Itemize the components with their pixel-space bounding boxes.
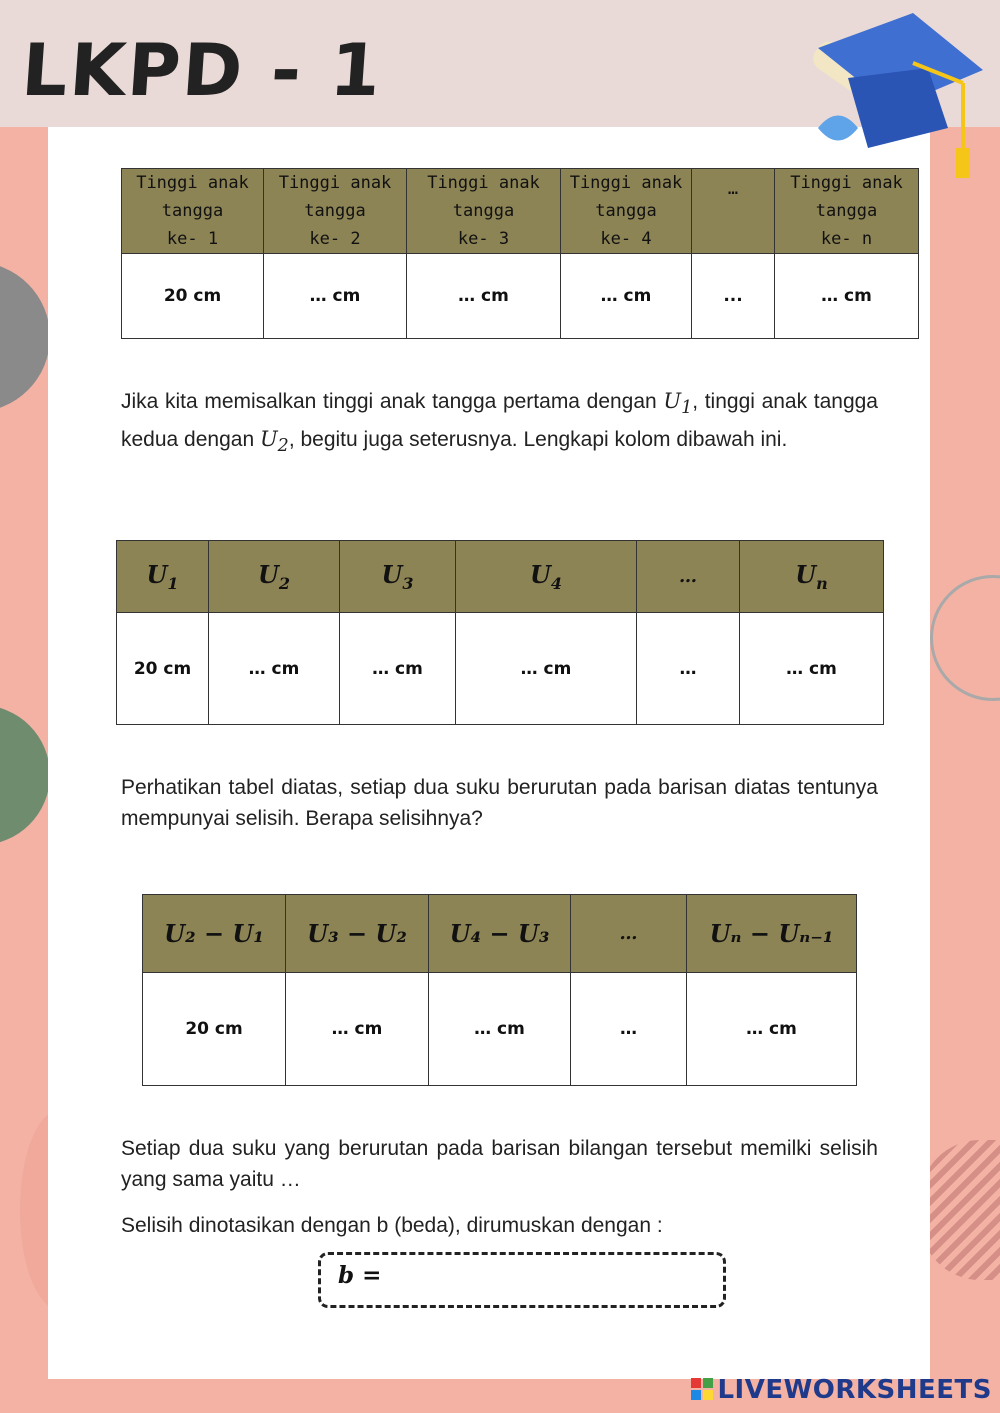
table-header-cell bbox=[561, 169, 692, 254]
table-value-cell: 20 cm bbox=[117, 613, 209, 725]
page-title: LKPD - 1 bbox=[19, 28, 386, 112]
math-term: … bbox=[619, 923, 638, 944]
math-var: $U_1$ bbox=[663, 389, 693, 419]
header-label: Tinggi anak tangga ke- 2 bbox=[278, 173, 392, 249]
math-var: $U_2$ bbox=[259, 427, 289, 457]
table-header-cell bbox=[209, 541, 340, 613]
text-segment: , begitu juga seterusnya. Lengkapi kolom dibawah ini. bbox=[288, 428, 788, 452]
math-term: Uₙ − Uₙ₋₁ bbox=[709, 919, 834, 948]
instruction-paragraph-3[interactable]: Setiap dua suku yang berurutan pada barisan bilangan tersebut memilki selisih yang sama yaitu … bbox=[121, 1137, 878, 1191]
table-header-cell bbox=[117, 541, 209, 613]
table-value-cell[interactable]: … cm bbox=[740, 613, 884, 725]
math-term: $U_1$ bbox=[146, 560, 179, 593]
table-header-cell bbox=[740, 541, 884, 613]
math-term: $U_n$ bbox=[795, 560, 828, 593]
table-header-cell bbox=[429, 895, 571, 973]
instruction-paragraph-1 bbox=[121, 386, 878, 462]
stair-height-table bbox=[121, 168, 919, 339]
table-value-cell: … bbox=[637, 613, 740, 725]
table-value-cell[interactable]: … cm bbox=[340, 613, 456, 725]
decorative-ring-right bbox=[930, 575, 1000, 701]
table-header-cell bbox=[775, 169, 919, 254]
table-header-cell bbox=[687, 895, 857, 973]
text-segment: , tinggi anak tangga kedua dengan bbox=[121, 390, 878, 452]
table-value-cell: 20 cm bbox=[122, 254, 264, 339]
text-segment: Jika kita memisalkan tinggi anak tangga pertama dengan bbox=[121, 390, 664, 413]
table-value-cell: 20 cm bbox=[143, 973, 286, 1086]
table-header-cell bbox=[407, 169, 561, 254]
decorative-circle-gray bbox=[0, 262, 50, 412]
table-value-cell[interactable]: … cm bbox=[561, 254, 692, 339]
header-label: Tinggi anak tangga ke- n bbox=[790, 173, 903, 249]
decorative-circle-green bbox=[0, 705, 50, 845]
table-header-cell bbox=[637, 541, 740, 613]
math-term: $U_4$ bbox=[529, 560, 563, 593]
table-value-cell[interactable]: … cm bbox=[407, 254, 561, 339]
table-header-cell bbox=[122, 169, 264, 254]
table-value-cell[interactable]: … cm bbox=[209, 613, 340, 725]
table-header-cell bbox=[286, 895, 429, 973]
liveworksheets-logo-icon bbox=[691, 1378, 713, 1400]
formula-label: b = bbox=[338, 1262, 382, 1289]
table-value-cell[interactable]: … cm bbox=[264, 254, 407, 339]
table-value-cell: ... bbox=[692, 254, 775, 339]
table-value-cell[interactable]: … cm bbox=[456, 613, 637, 725]
table-value-cell[interactable]: … cm bbox=[775, 254, 919, 339]
header-label: … bbox=[727, 179, 739, 199]
table-header-cell bbox=[456, 541, 637, 613]
math-term: U₃ − U₂ bbox=[307, 919, 407, 948]
header-label: Tinggi anak tangga ke- 4 bbox=[569, 173, 683, 249]
decorative-stripes-right bbox=[920, 1140, 1000, 1280]
liveworksheets-watermark: LIVEWORKSHEETS bbox=[691, 1375, 992, 1405]
table-value-cell[interactable]: … cm bbox=[429, 973, 571, 1086]
sequence-terms-table bbox=[116, 540, 884, 725]
math-term: … bbox=[679, 566, 697, 587]
graduation-cap-icon bbox=[808, 8, 988, 183]
difference-table bbox=[142, 894, 857, 1086]
header-label: Tinggi anak tangga ke- 3 bbox=[427, 173, 540, 249]
table-value-cell[interactable]: … cm bbox=[687, 973, 857, 1086]
header-label: Tinggi anak tangga ke- 1 bbox=[136, 173, 249, 249]
table-value-cell[interactable]: … cm bbox=[286, 973, 429, 1086]
table-header-cell bbox=[340, 541, 456, 613]
table-header-cell bbox=[143, 895, 286, 973]
table-header-cell bbox=[571, 895, 687, 973]
math-term: U₄ − U₃ bbox=[449, 919, 550, 948]
instruction-paragraph-2: Perhatikan tabel diatas, setiap dua suku berurutan pada barisan diatas tentunya mempunyai selisih. Berapa selisihnya? bbox=[121, 776, 878, 830]
math-term: $U_3$ bbox=[381, 560, 414, 593]
table-header-cell bbox=[692, 169, 775, 254]
math-term: $U_2$ bbox=[257, 560, 291, 593]
table-value-cell: … bbox=[571, 973, 687, 1086]
math-term: U₂ − U₁ bbox=[164, 919, 264, 948]
table-header-cell bbox=[264, 169, 407, 254]
instruction-paragraph-4: Selisih dinotasikan dengan b (beda), dirumuskan dengan : bbox=[121, 1214, 663, 1237]
